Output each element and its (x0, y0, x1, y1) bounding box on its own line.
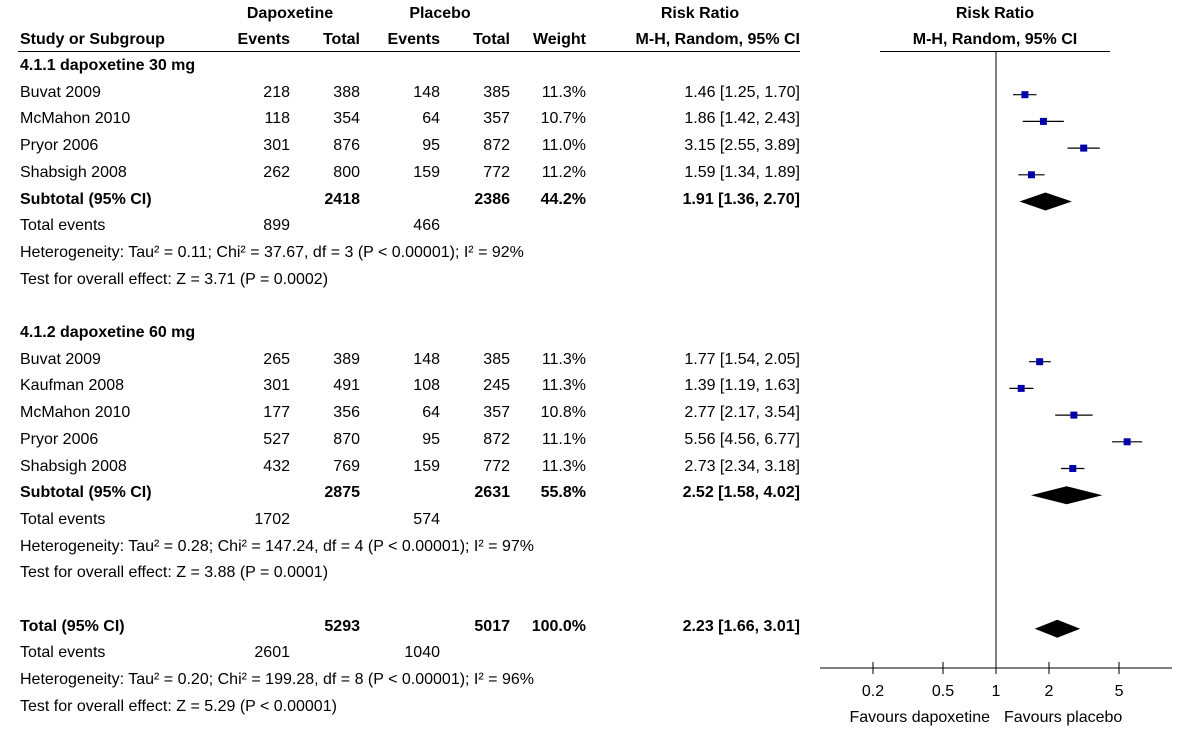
study-name: Shabsigh 2008 (20, 457, 127, 475)
risk-ratio-ci: 3.15 [2.55, 3.89] (684, 137, 800, 155)
header-events2: Events (387, 31, 440, 48)
subtotal-dapoxetine-total: 2875 (324, 484, 360, 502)
subtotal-placebo-total: 5017 (474, 617, 510, 635)
total-events-label: Total events (20, 217, 106, 235)
placebo-total: 872 (483, 137, 510, 155)
study-name: Buvat 2009 (20, 83, 101, 101)
study-weight: 10.8% (540, 404, 586, 422)
subtotal-weight: 44.2% (540, 190, 586, 208)
study-marker (1021, 91, 1028, 98)
total-events-dapoxetine: 2601 (254, 644, 290, 662)
dapoxetine-events: 218 (263, 83, 290, 101)
study-name: Pryor 2006 (20, 430, 99, 448)
placebo-total: 245 (483, 377, 510, 395)
study-name: McMahon 2010 (20, 110, 131, 128)
header-rr-method-plot: M-H, Random, 95% CI (912, 31, 1078, 48)
subtotal-label: Subtotal (95% CI) (20, 190, 152, 208)
study-marker (1018, 385, 1025, 392)
summary-diamond (1035, 620, 1080, 638)
statistics-note: Heterogeneity: Tau² = 0.28; Chi² = 147.24, df = 4 (P < 0.00001); I² = 97% (20, 537, 534, 555)
risk-ratio-ci: 1.77 [1.54, 2.05] (684, 350, 800, 368)
total-events-label: Total events (20, 510, 106, 528)
dapoxetine-events: 177 (263, 404, 290, 422)
risk-ratio-ci: 1.39 [1.19, 1.63] (684, 377, 800, 395)
total-events-placebo: 574 (413, 510, 440, 528)
placebo-events: 64 (422, 404, 440, 422)
dapoxetine-events: 301 (263, 137, 290, 155)
dapoxetine-events: 265 (263, 350, 290, 368)
placebo-total: 385 (483, 350, 510, 368)
subtotal-risk-ratio-ci: 2.52 [1.58, 4.02] (682, 484, 800, 502)
study-name: Buvat 2009 (20, 350, 101, 368)
dapoxetine-events: 527 (263, 430, 290, 448)
study-marker (1036, 358, 1043, 365)
dapoxetine-total: 870 (333, 430, 360, 448)
subtotal-label: Subtotal (95% CI) (20, 484, 152, 502)
favours-placebo-label: Favours placebo (1004, 709, 1123, 726)
total-events-dapoxetine: 1702 (254, 510, 290, 528)
statistics-note: Heterogeneity: Tau² = 0.20; Chi² = 199.28, df = 8 (P < 0.00001); I² = 96% (20, 671, 534, 689)
placebo-events: 95 (422, 430, 440, 448)
header-weight: Weight (532, 31, 586, 48)
subgroup-heading: 4.1.1 dapoxetine 30 mg (20, 57, 196, 74)
placebo-total: 872 (483, 430, 510, 448)
study-marker (1124, 438, 1131, 445)
total-events-placebo: 466 (413, 217, 440, 235)
x-tick-label: 0.2 (861, 683, 885, 700)
dapoxetine-events: 262 (263, 163, 290, 181)
statistics-note: Test for overall effect: Z = 3.88 (P = 0.0001) (20, 564, 329, 582)
subtotal-placebo-total: 2631 (474, 484, 510, 502)
placebo-total: 772 (483, 457, 510, 475)
risk-ratio-ci: 5.56 [4.56, 6.77] (684, 430, 800, 448)
header-risk-ratio: Risk Ratio (660, 5, 740, 22)
x-tick-label: 1 (991, 683, 1001, 700)
dapoxetine-total: 769 (333, 457, 360, 475)
summary-diamond (1031, 486, 1102, 504)
study-marker (1028, 171, 1035, 178)
study-weight: 10.7% (540, 110, 586, 128)
dapoxetine-total: 491 (333, 377, 360, 395)
dapoxetine-total: 389 (333, 350, 360, 368)
study-name: Shabsigh 2008 (20, 163, 127, 181)
study-weight: 11.3% (541, 350, 586, 368)
study-weight: 11.1% (541, 430, 586, 448)
x-tick-label: 2 (1044, 683, 1054, 700)
study-marker (1080, 145, 1087, 152)
header-risk-ratio-plot: Risk Ratio (955, 5, 1035, 22)
subgroup-heading: 4.1.2 dapoxetine 60 mg (20, 324, 196, 341)
dapoxetine-events: 301 (263, 377, 290, 395)
total-events-dapoxetine: 899 (263, 217, 290, 235)
header-events1: Events (237, 31, 290, 48)
study-name: Pryor 2006 (20, 137, 99, 155)
study-weight: 11.3% (541, 457, 586, 475)
placebo-events: 64 (422, 110, 440, 128)
dapoxetine-events: 432 (263, 457, 290, 475)
header-rr-method: M-H, Random, 95% CI (635, 31, 800, 48)
subtotal-dapoxetine-total: 5293 (324, 617, 360, 635)
summary-diamond (1020, 193, 1072, 211)
header-total2: Total (472, 31, 510, 48)
subtotal-placebo-total: 2386 (474, 190, 510, 208)
study-marker (1069, 465, 1076, 472)
study-weight: 11.2% (541, 163, 586, 181)
subtotal-weight: 100.0% (531, 617, 586, 635)
risk-ratio-ci: 2.77 [2.17, 3.54] (684, 404, 800, 422)
risk-ratio-ci: 1.59 [1.34, 1.89] (684, 163, 800, 181)
subtotal-label: Total (95% CI) (20, 617, 125, 635)
total-events-placebo: 1040 (404, 644, 440, 662)
risk-ratio-ci: 1.86 [1.42, 2.43] (684, 110, 800, 128)
placebo-total: 357 (483, 404, 510, 422)
placebo-events: 148 (413, 350, 440, 368)
placebo-events: 159 (413, 457, 440, 475)
statistics-note: Test for overall effect: Z = 3.71 (P = 0.0002) (20, 270, 329, 288)
placebo-events: 108 (413, 377, 440, 395)
study-name: McMahon 2010 (20, 404, 131, 422)
dapoxetine-total: 800 (333, 163, 360, 181)
header-group1: Dapoxetine (246, 5, 334, 22)
subtotal-weight: 55.8% (540, 484, 586, 502)
study-weight: 11.3% (541, 377, 586, 395)
placebo-total: 772 (483, 163, 510, 181)
dapoxetine-total: 356 (333, 404, 360, 422)
risk-ratio-ci: 1.46 [1.25, 1.70] (684, 83, 800, 101)
placebo-events: 159 (413, 163, 440, 181)
risk-ratio-ci: 2.73 [2.34, 3.18] (684, 457, 800, 475)
placebo-events: 148 (413, 83, 440, 101)
header-group2: Placebo (409, 5, 471, 22)
subtotal-risk-ratio-ci: 1.91 [1.36, 2.70] (682, 190, 800, 208)
placebo-total: 385 (483, 83, 510, 101)
subtotal-dapoxetine-total: 2418 (324, 190, 360, 208)
dapoxetine-total: 876 (333, 137, 360, 155)
statistics-note: Heterogeneity: Tau² = 0.11; Chi² = 37.67, df = 3 (P < 0.00001); I² = 92% (20, 243, 524, 261)
dapoxetine-total: 388 (333, 83, 360, 101)
study-weight: 11.0% (541, 137, 586, 155)
study-weight: 11.3% (541, 83, 586, 101)
subtotal-risk-ratio-ci: 2.23 [1.66, 3.01] (682, 617, 800, 635)
header-total1: Total (322, 31, 360, 48)
placebo-total: 357 (483, 110, 510, 128)
favours-dapoxetine-label: Favours dapoxetine (849, 709, 990, 726)
study-name: Kaufman 2008 (20, 377, 125, 395)
x-tick-label: 5 (1114, 683, 1124, 700)
header-study: Study or Subgroup (20, 31, 165, 48)
total-events-label: Total events (20, 644, 106, 662)
statistics-note: Test for overall effect: Z = 5.29 (P < 0.00001) (20, 697, 337, 715)
study-marker (1070, 412, 1077, 419)
placebo-events: 95 (422, 137, 440, 155)
dapoxetine-events: 118 (264, 110, 290, 128)
study-marker (1040, 118, 1047, 125)
dapoxetine-total: 354 (333, 110, 360, 128)
x-tick-label: 0.5 (931, 683, 955, 700)
